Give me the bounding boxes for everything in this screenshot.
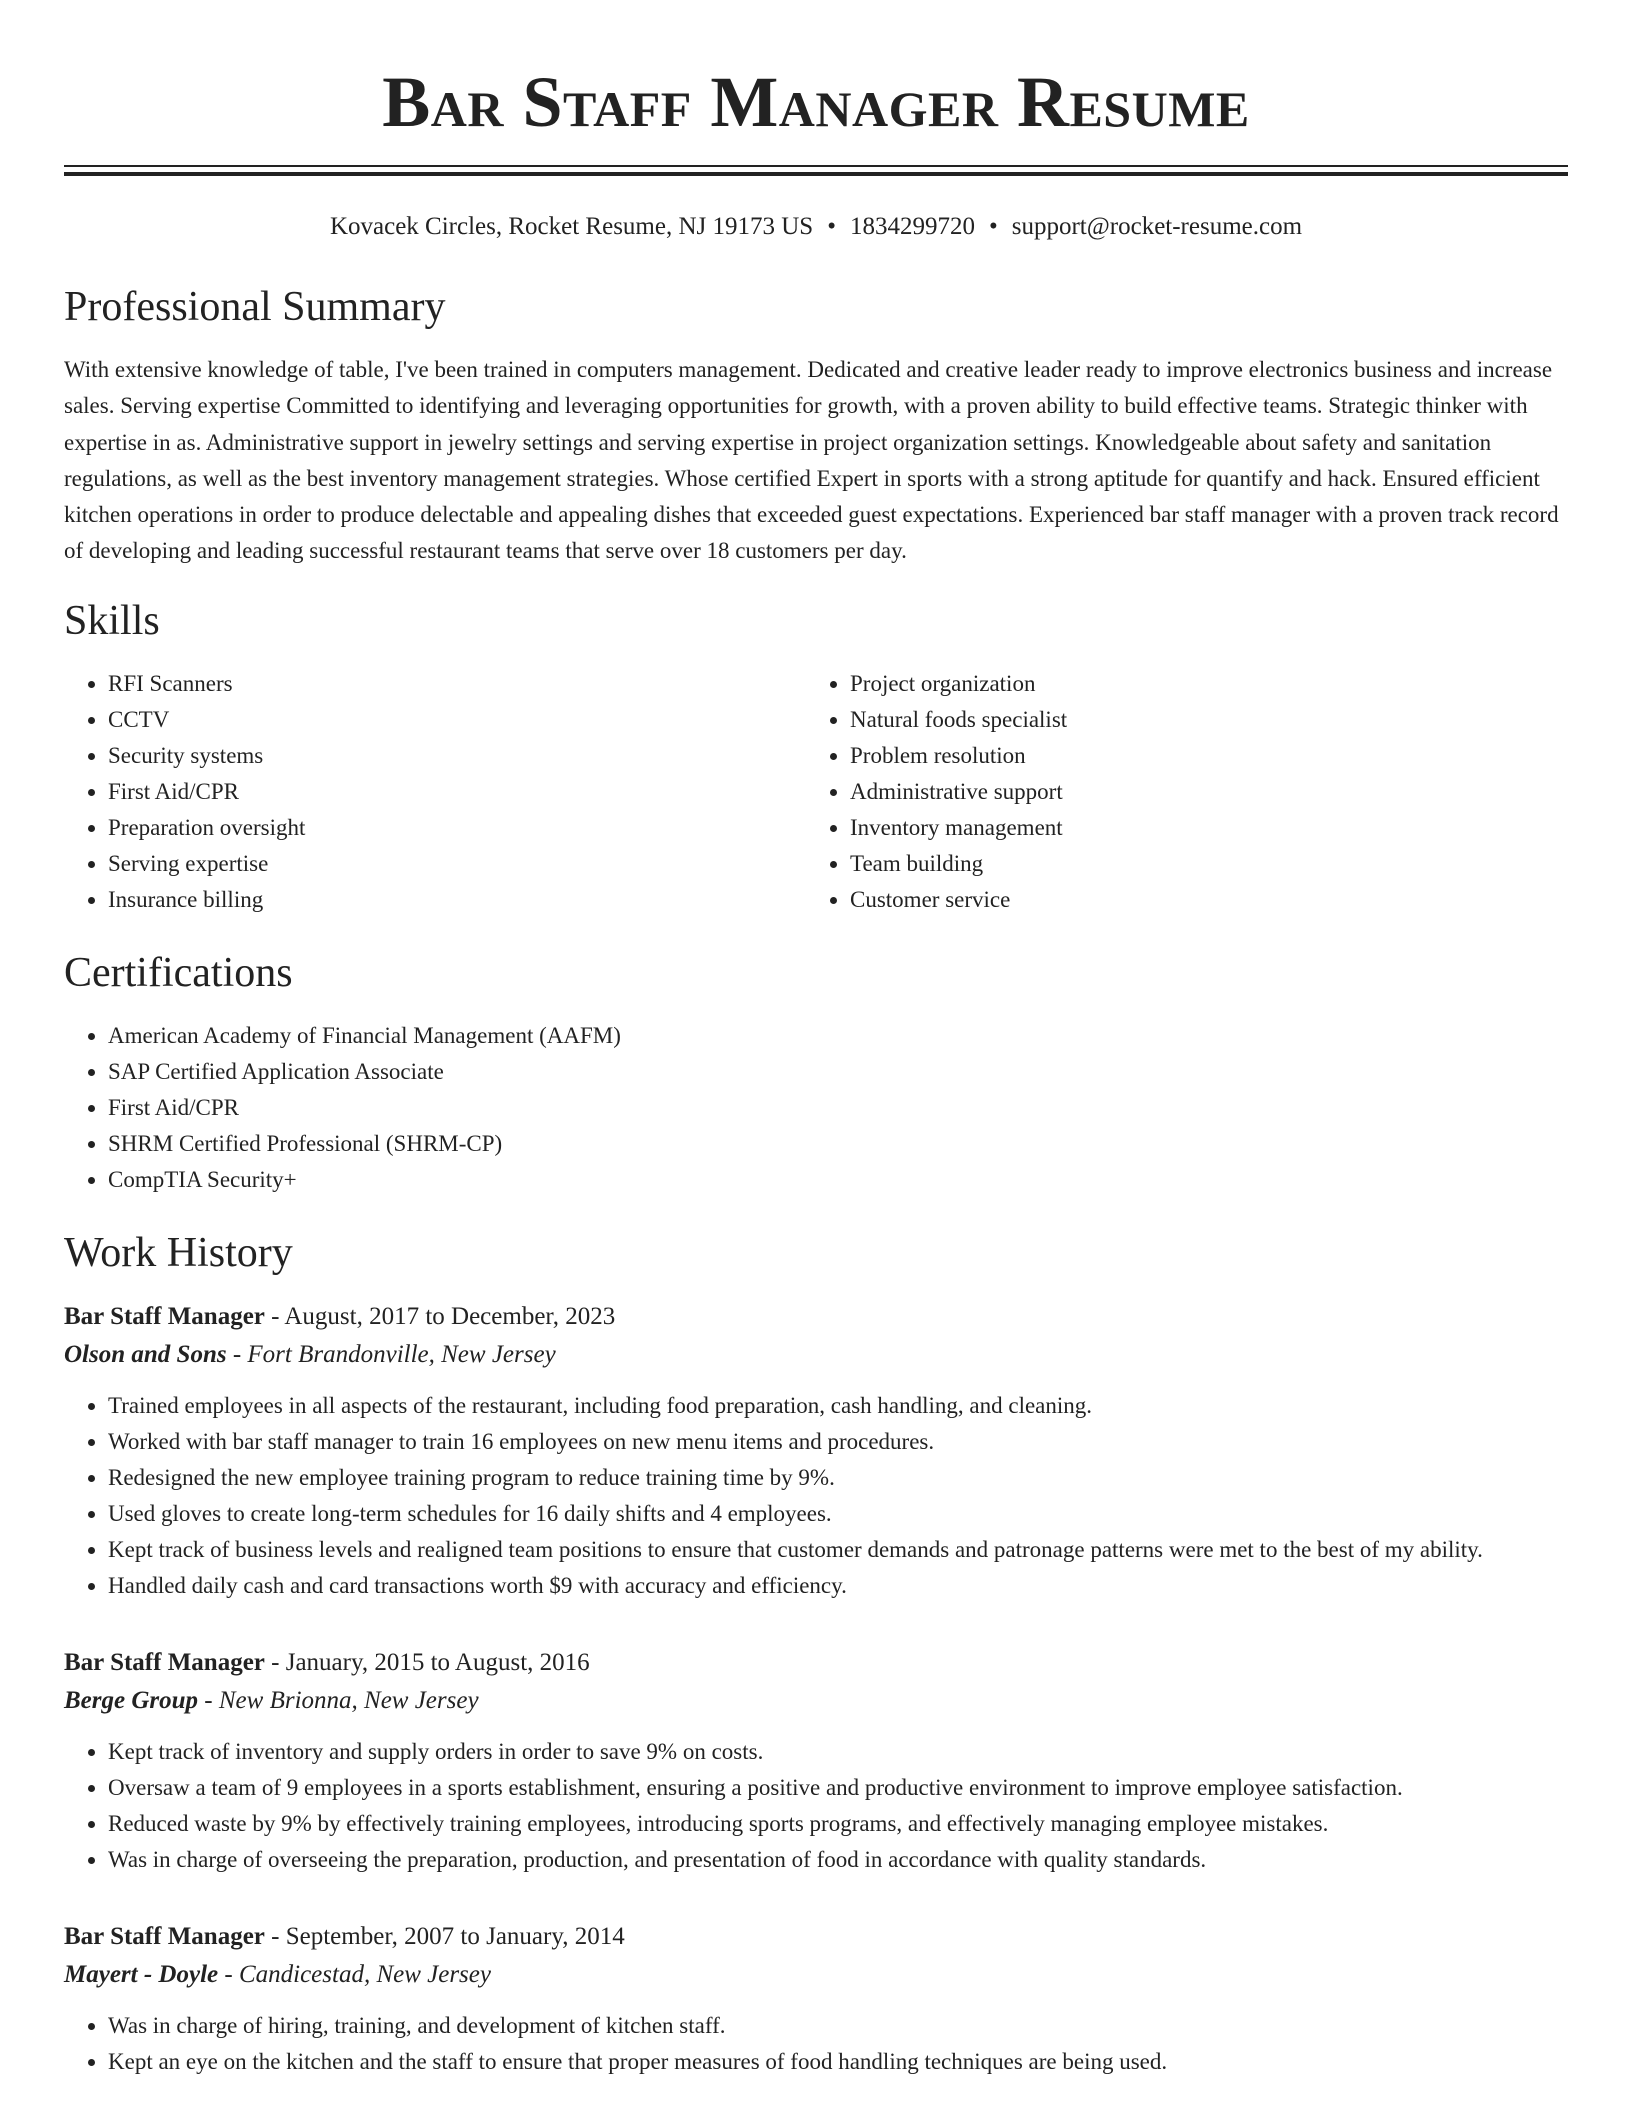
skills-heading: Skills xyxy=(64,597,160,644)
skill-item: • Serving expertise xyxy=(108,846,806,882)
certification-item: • First Aid/CPR xyxy=(108,1090,1568,1126)
certifications-list xyxy=(64,1018,1568,1198)
job-bullets xyxy=(64,1388,1568,1604)
job-entry xyxy=(64,1918,1568,2080)
job-entry xyxy=(64,1298,1568,1604)
job-bullet: • Kept track of business levels and realigned team positions to ensure that customer demands and patronage patterns were met to the best of my ability. xyxy=(108,1532,1568,1568)
skill-item: • Administrative support xyxy=(850,774,1548,810)
job-title: Bar Staff Manager xyxy=(64,1922,265,1950)
skill-item: • Inventory management xyxy=(850,810,1548,846)
job-header xyxy=(64,1298,1568,1336)
job-location: New Brionna, New Jersey xyxy=(218,1686,479,1714)
skills-grid xyxy=(64,666,1568,918)
skill-item: • Team building xyxy=(850,846,1548,882)
contact-separator: • xyxy=(827,213,836,240)
certifications-heading: Certifications xyxy=(64,949,293,996)
skill-item: • Security systems xyxy=(108,738,806,774)
skills-list-right xyxy=(806,666,1548,918)
contact-line xyxy=(64,212,1568,242)
contact-address: Kovacek Circles, Rocket Resume, NJ 19173 US xyxy=(329,213,814,240)
skills-list-left xyxy=(64,666,806,918)
job-bullet: • Was in charge of hiring, training, and development of kitchen staff. xyxy=(108,2008,1568,2044)
job-bullet: • Worked with bar staff manager to train 16 employees on new menu items and procedures. xyxy=(108,1424,1568,1460)
job-company: Olson and Sons xyxy=(64,1340,227,1368)
summary-heading: Professional Summary xyxy=(64,284,446,330)
job-header xyxy=(64,1918,1568,1956)
skill-item: • Problem resolution xyxy=(850,738,1548,774)
certification-item: • SHRM Certified Professional (SHRM-CP) xyxy=(108,1126,1568,1162)
contact-email: support@rocket-resume.com xyxy=(1011,213,1303,240)
job-separator: - xyxy=(264,1922,286,1950)
skills-column-right xyxy=(806,666,1548,918)
skill-item: • Insurance billing xyxy=(108,882,806,918)
job-location: Fort Brandonville, New Jersey xyxy=(247,1340,556,1368)
skill-item: • Preparation oversight xyxy=(108,810,806,846)
skill-item: • Project organization xyxy=(850,666,1548,702)
certification-item: • SAP Certified Application Associate xyxy=(108,1054,1568,1090)
work-history-heading: Work History xyxy=(64,1229,293,1276)
job-employer xyxy=(64,1682,1568,1720)
resume-title: Bar Staff Manager Resume xyxy=(382,62,1250,142)
job-bullet: • Used gloves to create long-term schedules for 16 daily shifts and 4 employees. xyxy=(108,1496,1568,1532)
skill-item: • CCTV xyxy=(108,702,806,738)
skill-item: • Natural foods specialist xyxy=(850,702,1548,738)
job-company: Berge Group xyxy=(64,1686,199,1714)
summary-text: With extensive knowledge of table, I've been trained in computers management. Dedicated and creative leader ready to improve electronics business and increase sales. Serving expertise Committed to identifying and leveraging opportunities for growth, with a proven ability to build effective teams. Strategic thinker with expertise in as. Administrative support in jewelry settings and serving expertise in project organization settings. Knowledgeable about safety and sanitation regulations, as well as the best inventory management strategies. Whose certified Expert in sports with a strong aptitude for quantify and hack. Ensured efficient kitchen operations in order to produce delectable and appealing dishes that exceeded guest expectations. Experienced bar staff manager with a proven track record of developing and leading successful restaurant teams that serve over 18 customers per day. xyxy=(64,357,1559,564)
job-employer xyxy=(64,1956,1568,1994)
job-bullets xyxy=(64,2008,1568,2080)
certification-item: • CompTIA Security+ xyxy=(108,1162,1568,1198)
job-bullet: • Handled daily cash and card transactions worth $9 with accuracy and efficiency. xyxy=(108,1568,1568,1604)
job-bullet: • Reduced waste by 9% by effectively training employees, introducing sports programs, and effectively managing employee mistakes. xyxy=(108,1806,1568,1842)
skills-column-left xyxy=(64,666,806,918)
skill-item: • RFI Scanners xyxy=(108,666,806,702)
contact-phone: 1834299720 xyxy=(849,213,975,240)
job-dates: September, 2007 to January, 2014 xyxy=(285,1922,625,1950)
job-separator: - xyxy=(226,1340,248,1368)
skill-item: • Customer service xyxy=(850,882,1548,918)
job-bullets xyxy=(64,1734,1568,1878)
job-location: Candicestad, New Jersey xyxy=(238,1960,491,1988)
job-bullet: • Trained employees in all aspects of the restaurant, including food preparation, cash handling, and cleaning. xyxy=(108,1388,1568,1424)
job-bullet: • Redesigned the new employee training program to reduce training time by 9%. xyxy=(108,1460,1568,1496)
job-bullet: • Kept an eye on the kitchen and the staff to ensure that proper measures of food handling techniques are being used. xyxy=(108,2044,1568,2080)
title-divider xyxy=(64,165,1568,176)
job-separator: - xyxy=(218,1960,239,1988)
job-bullet: • Was in charge of overseeing the preparation, production, and presentation of food in accordance with quality standards. xyxy=(108,1842,1568,1878)
contact-separator: • xyxy=(988,213,998,240)
job-header xyxy=(64,1644,1568,1682)
job-title: Bar Staff Manager xyxy=(64,1648,265,1676)
job-dates: August, 2017 to December, 2023 xyxy=(284,1302,616,1330)
job-dates: January, 2015 to August, 2016 xyxy=(285,1648,590,1676)
job-bullet: • Oversaw a team of 9 employees in a sports establishment, ensuring a positive and productive environment to improve employee satisfaction. xyxy=(108,1770,1568,1806)
job-separator: - xyxy=(198,1686,219,1714)
skill-item: • First Aid/CPR xyxy=(108,774,806,810)
job-employer xyxy=(64,1336,1568,1374)
certification-item: • American Academy of Financial Management (AAFM) xyxy=(108,1018,1568,1054)
job-title: Bar Staff Manager xyxy=(64,1302,265,1330)
work-history-list xyxy=(64,1298,1568,2080)
job-company: Mayert - Doyle xyxy=(64,1960,219,1988)
job-separator: - xyxy=(264,1302,285,1330)
job-entry xyxy=(64,1644,1568,1878)
job-bullet: • Kept track of inventory and supply orders in order to save 9% on costs. xyxy=(108,1734,1568,1770)
job-separator: - xyxy=(264,1648,286,1676)
